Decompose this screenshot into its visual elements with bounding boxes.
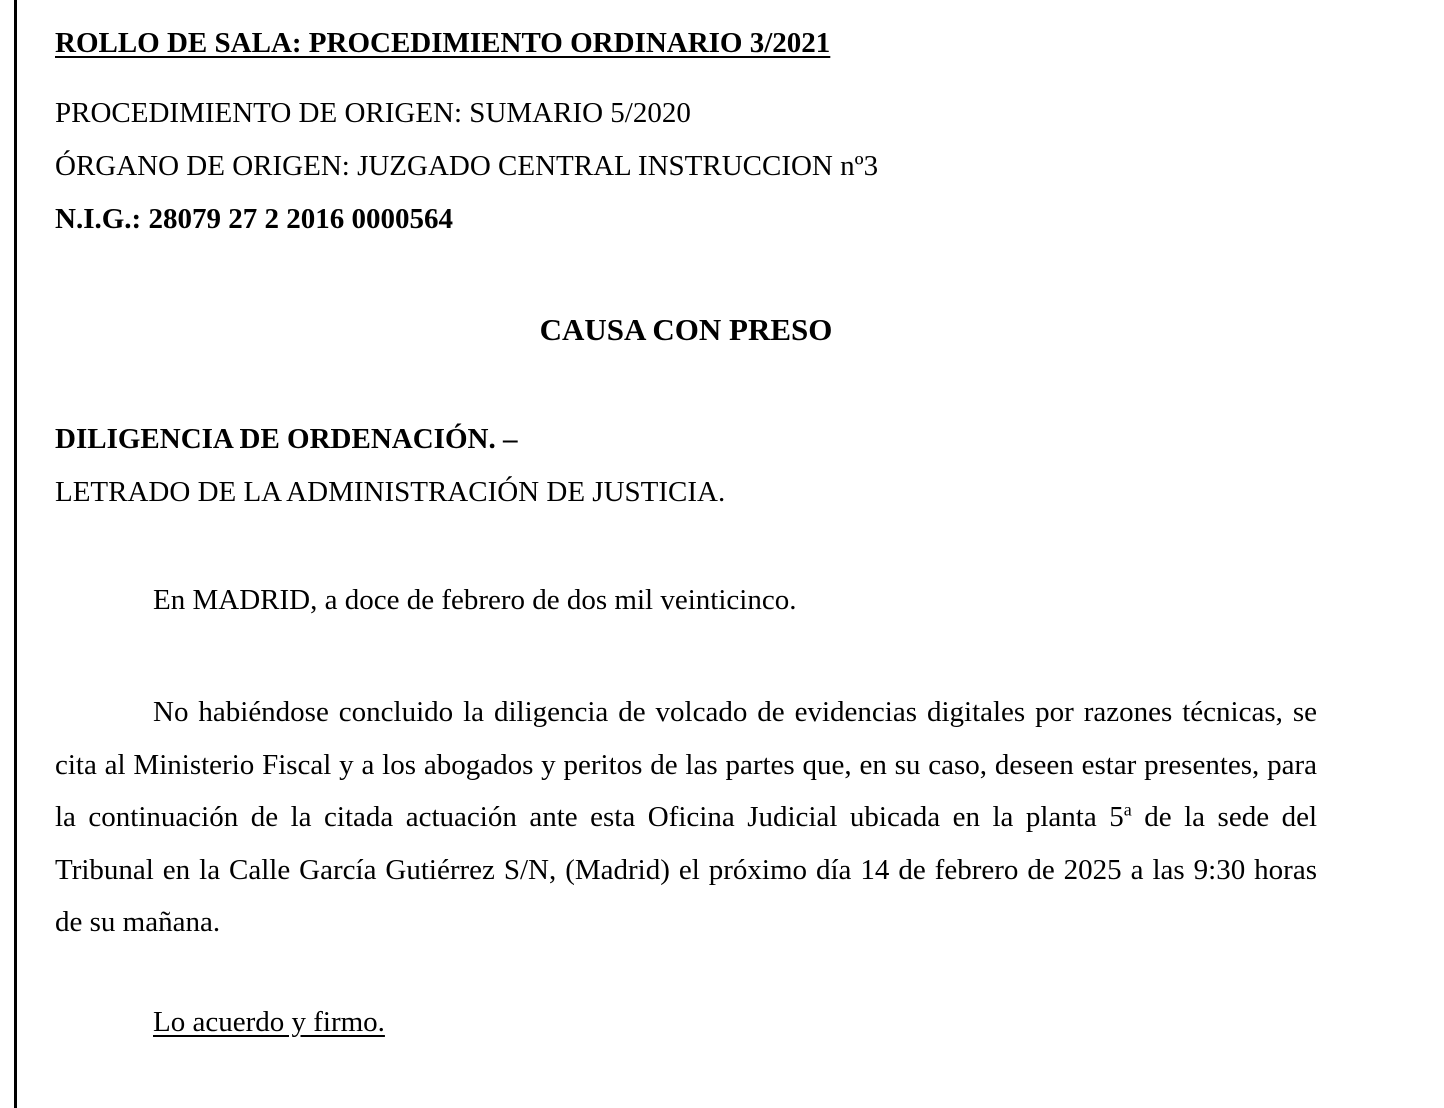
left-border-line [14, 0, 17, 1108]
organo-origen: ÓRGANO DE ORIGEN: JUZGADO CENTRAL INSTRUCCION nº3 [55, 150, 879, 182]
diligencia-title: DILIGENCIA DE ORDENACIÓN. – [55, 423, 518, 455]
body-text-superscript: a [1123, 799, 1132, 820]
body-text-part2: de la sede del Tribunal en la Calle García Gutiérrez S/N, (Madrid) el próximo día 14 de febrero de 2025 a las 9:30 horas de su mañana. [55, 801, 1317, 938]
body-text-part1: No habiéndose concluido la diligencia de volcado de evidencias digitales por razones técnicas, se cita al Ministerio Fiscal y a los abogados y peritos de las partes que, en su caso, deseen estar presentes, para la continuación de la citada actuación ante esta Oficina Judicial ubicada en la planta 5 [55, 696, 1317, 833]
closing-signature-line: Lo acuerdo y firmo. [153, 1006, 385, 1038]
body-paragraph [55, 686, 1317, 949]
causa-heading: CAUSA CON PRESO [539, 312, 833, 347]
rollo-heading: ROLLO DE SALA: PROCEDIMIENTO ORDINARIO 3/2021 [55, 27, 831, 59]
procedimiento-origen: PROCEDIMIENTO DE ORIGEN: SUMARIO 5/2020 [55, 97, 691, 129]
lugar-fecha: En MADRID, a doce de febrero de dos mil veinticinco. [153, 584, 797, 616]
letrado-line: LETRADO DE LA ADMINISTRACIÓN DE JUSTICIA. [55, 476, 726, 508]
nig-number: N.I.G.: 28079 27 2 2016 0000564 [55, 203, 453, 235]
